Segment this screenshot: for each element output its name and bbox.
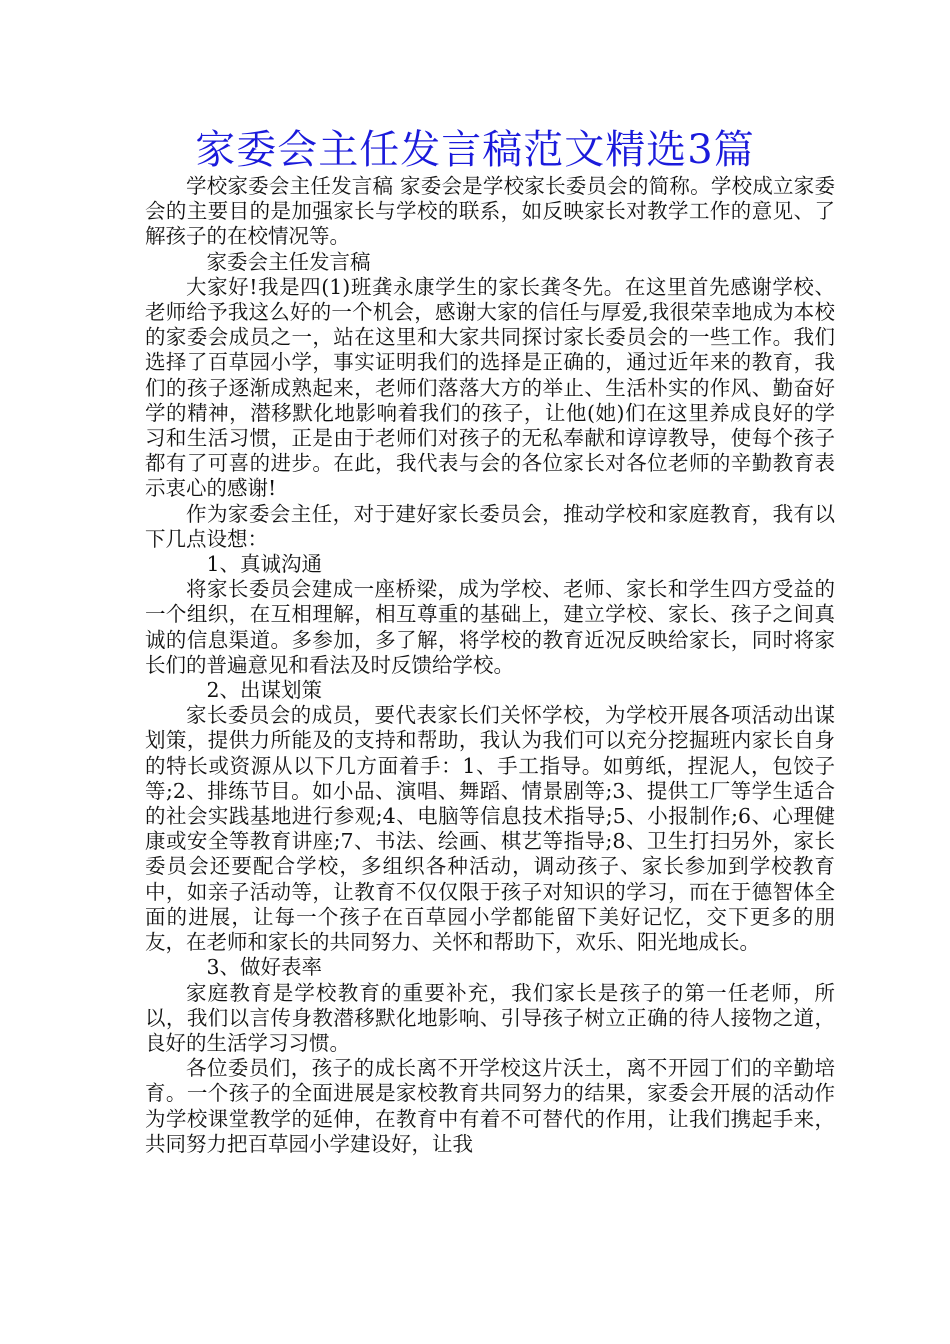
section-heading-2: 2、出谋划策 [206, 678, 323, 703]
section-heading-1: 1、真诚沟通 [206, 552, 323, 577]
paragraph-greeting: 大家好!我是四(1)班龚永康学生的家长龚冬先。在这里首先感谢学校、老师给予我这么好的一个机会，感谢大家的信任与厚爱,我很荣幸地成为本校的家委会成员之一，站在这里和大家共同探讨家长委员会的一些工作。我们选择了百草园小学，事实证明我们的选择是正确的，通过近年来的教育，我们的孩子逐渐成熟起来，老师们落落大方的举止、生活朴实的作风、勤奋好学的精神，潜移默化地影响着我们的孩子，让他(她)们在这里养成良好的学习和生活习惯，正是由于老师们对孩子的无私奉献和谆谆教导，使每个孩子都有了可喜的进步。在此，我代表与会的各位家长对各位老师的辛勤教育表示衷心的感谢! [145, 274, 835, 501]
paragraph-section-3: 家庭教育是学校教育的重要补充，我们家长是孩子的第一任老师，所以，我们以言传身教潜移默化地影响、引导孩子树立正确的待人接物之道，良好的生活学习习惯。 [145, 980, 835, 1055]
paragraph-section-2: 家长委员会的成员，要代表家长们关怀学校，为学校开展各项活动出谋划策，提供力所能及的支持和帮助，我认为我们可以充分挖掘班内家长自身的特长或资源从以下几方面着手：1、手工指导。如剪纸，捏泥人，包饺子等;2、排练节目。如小品、演唱、舞蹈、情景剧等;3、提供工厂等学生适合的社会实践基地进行参观;4、电脑等信息技术指导;5、小报制作;6、心理健康或安全等教育讲座;7、书法、绘画、棋艺等指导;8、卫生打扫另外，家长委员会还要配合学校，多组织各种活动，调动孩子、家长参加到学校教育中，如亲子活动等，让教育不仅仅限于孩子对知识的学习，而在于德智体全面的进展，让每一个孩子在百草园小学都能留下美好记忆，交下更多的朋友，在老师和家长的共同努力、关怀和帮助下，欢乐、阳光地成长。 [145, 703, 835, 955]
section-heading-speech: 家委会主任发言稿 [206, 249, 371, 274]
section-heading-3: 3、做好表率 [206, 955, 323, 980]
paragraph-section-1: 将家长委员会建成一座桥梁，成为学校、老师、家长和学生四方受益的一个组织，在互相理解，相互尊重的基础上，建立学校、家长、孩子之间真诚的信息渠道。多参加，多了解，将学校的教育近况反映给家长，同时将家长们的普遍意见和看法及时反馈给学校。 [145, 577, 835, 677]
paragraph-plans-intro: 作为家委会主任，对于建好家长委员会，推动学校和家庭教育，我有以下几点设想： [145, 501, 835, 551]
document-body [145, 174, 835, 1157]
paragraph-intro: 学校家委会主任发言稿 家委会是学校家长委员会的简称。学校成立家委会的主要目的是加强家长与学校的联系，如反映家长对教学工作的意见、了解孩子的在校情况等。 [145, 174, 835, 249]
paragraph-closing: 各位委员们，孩子的成长离不开学校这片沃土，离不开园丁们的辛勤培育。一个孩子的全面进展是家校教育共同努力的结果，家委会开展的活动作为学校课堂教学的延伸，在教育中有着不可替代的作用，让我们携起手来，共同努力把百草园小学建设好，让我 [145, 1056, 835, 1156]
document-title: 家委会主任发言稿范文精选3篇 [195, 127, 755, 173]
